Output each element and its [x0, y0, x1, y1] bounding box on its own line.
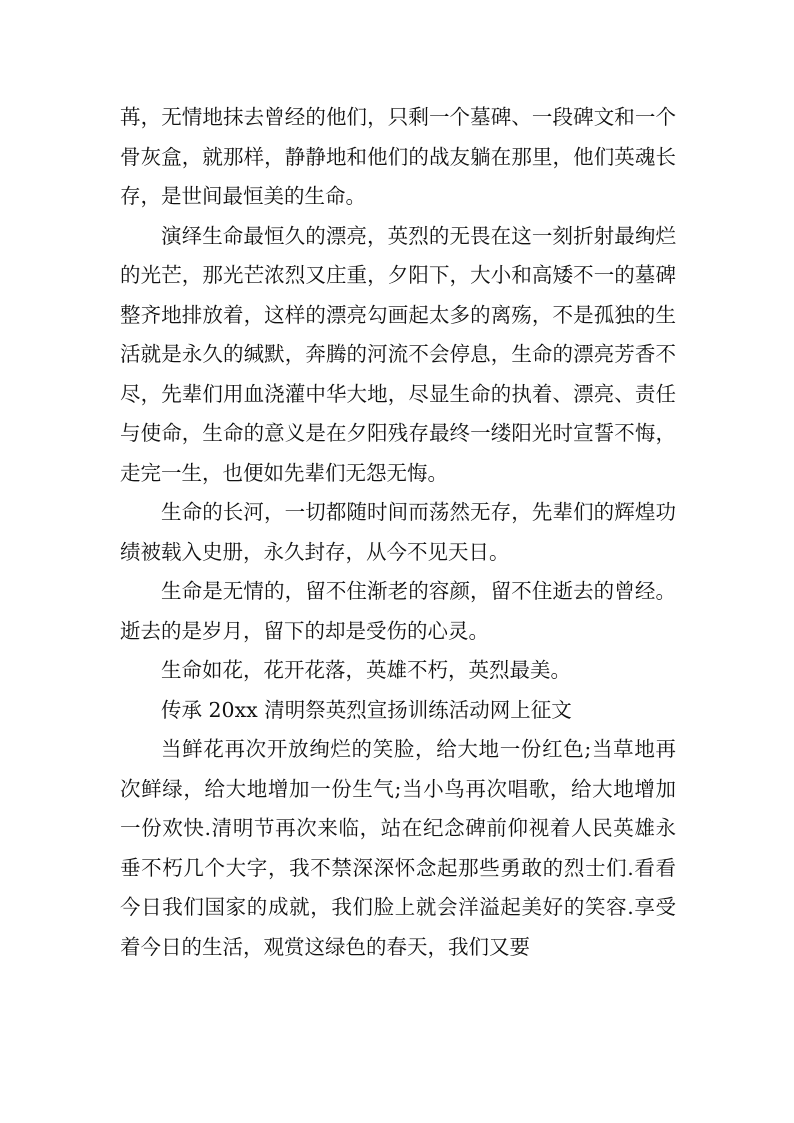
document-body — [120, 98, 676, 967]
paragraph-life-beauty: 演绎生命最恒久的漂亮，英烈的无畏在这一刻折射最绚烂的光芒，那光芒浓烈又庄重，夕阳下，大小和高矮不一的墓碑整齐地排放着，这样的漂亮勾画起太多的离殇，不是孤独的生活就是永久的缄默，奔腾的河流不会停息，生命的漂亮芳香不尽，先辈们用血浇灌中华大地，尽显生命的执着、漂亮、责任与使命，生命的意义是在夕阳残存最终一缕阳光时宣誓不悔，走完一生，也便如先辈们无怨无悔。 — [120, 223, 676, 485]
paragraph-continuation: 苒，无情地抹去曾经的他们，只剩一个墓碑、一段碑文和一个骨灰盒，就那样，静静地和他们的战友躺在那里，他们英魂长存，是世间最恒美的生命。 — [120, 105, 676, 208]
paragraph-river-of-life: 生命的长河，一切都随时间而荡然无存，先辈们的辉煌功绩被载入史册，永久封存，从今不见天日。 — [120, 500, 676, 564]
paragraph-essay-opening: 当鲜花再次开放绚烂的笑脸，给大地一份红色;当草地再次鲜绿，给大地增加一份生气;当小鸟再次唱歌，给大地增加一份欢快.清明节再次来临，站在纪念碑前仰视着人民英雄永垂不朽几个大字，我不禁深深怀念起那些勇敢的烈士们.看看今日我们国家的成就，我们脸上就会洋溢起美好的笑容.享受着今日的生活，观赏这绿色的春天，我们又要 — [120, 737, 676, 959]
paragraph-life-like-flower: 生命如花，花开花落，英雄不朽，英烈最美。 — [161, 658, 571, 682]
essay-heading: 传承 20xx 清明祭英烈宣扬训练活动网上征文 — [161, 697, 572, 722]
paragraph-life-is-ruthless: 生命是无情的，留不住渐老的容颜，留不住逝去的曾经。逝去的是岁月，留下的却是受伤的心灵。 — [120, 579, 676, 643]
